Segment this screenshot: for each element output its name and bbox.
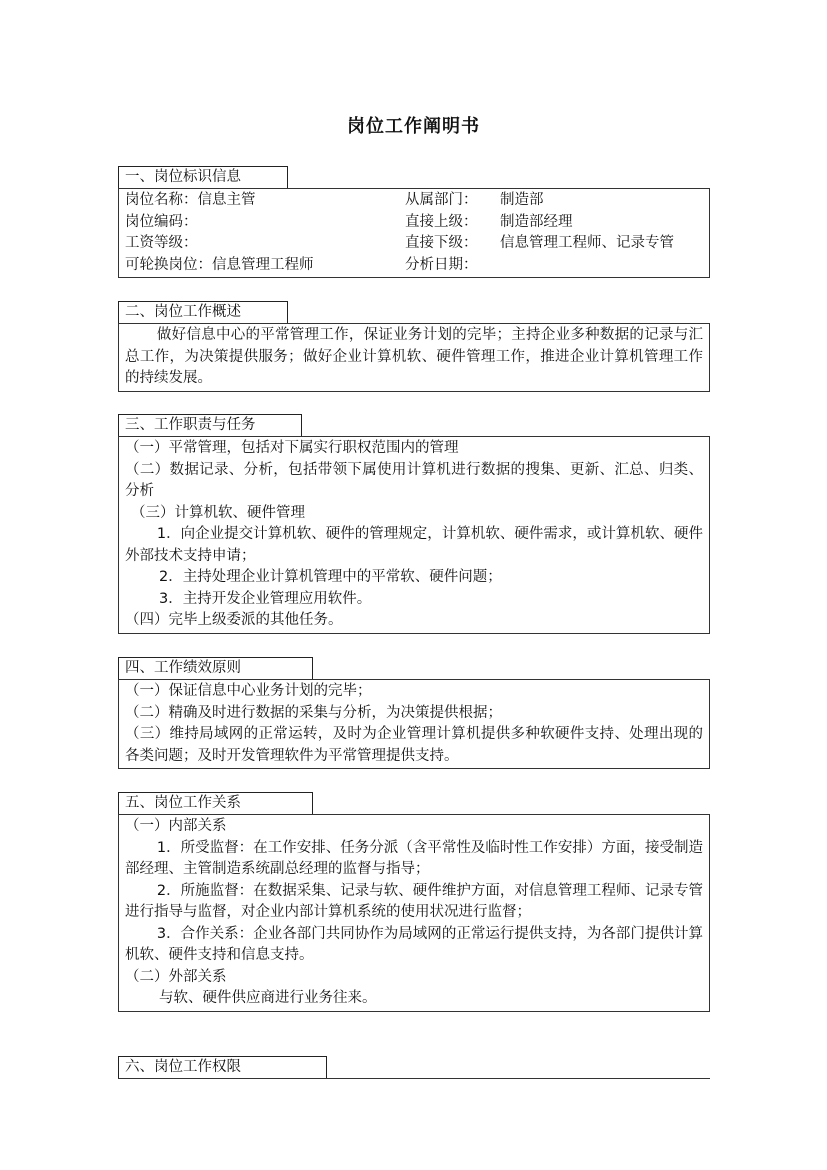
duty-item: （四）完毕上级委派的其他任务。 bbox=[125, 612, 343, 628]
info-row bbox=[119, 233, 709, 255]
section-6-label: 六、岗位工作权限 bbox=[118, 1056, 327, 1078]
duty-item: （一）平常管理，包括对下属实行职权范围内的管理 bbox=[125, 440, 459, 456]
section-2-box bbox=[118, 323, 710, 392]
duty-subitem: 2．主持处理企业计算机管理中的平常软、硬件问题； bbox=[159, 569, 502, 585]
duty-subitem: 1．向企业提交计算机软、硬件的管理规定，计算机软、硬件需求，或计算机软、硬件外部技术支持申请； bbox=[125, 526, 703, 564]
relation-item: （二）外部关系 bbox=[125, 968, 227, 985]
info-row bbox=[119, 190, 709, 212]
info-key: 分析日期： bbox=[405, 256, 478, 273]
duty-item: （二）数据记录、分析，包括带领下属使用计算机进行数据的搜集、更新、汇总、归类、分析 bbox=[125, 461, 703, 499]
info-key: 直接上级： bbox=[405, 213, 478, 230]
performance-item: （一）保证信息中心业务计划的完毕； bbox=[125, 683, 372, 699]
relation-subitem: 与软、硬件供应商进行业务往来。 bbox=[159, 990, 377, 1006]
info-left: 工资等级： bbox=[125, 235, 198, 251]
info-value: 制造部 bbox=[500, 192, 544, 208]
performance-item: （三）维持局域网的正常运转，及时为企业管理计算机提供多种软硬件支持、处理出现的各类问题；及时开发管理软件为平常管理提供支持。 bbox=[125, 726, 703, 764]
info-left: 岗位名称：信息主管 bbox=[125, 192, 256, 208]
overview-text: 做好信息中心的平常管理工作，保证业务计划的完毕；主持企业多种数据的记录与汇总工作，为决策提供服务；做好企业计算机软、硬件管理工作，推进企业计算机管理工作的持续发展。 bbox=[125, 327, 703, 386]
relation-subitem: 2．所施监督：在数据采集、记录与软、硬件维护方面，对信息管理工程师、记录专管进行指导与监督，对企业内部计算机系统的使用状况进行监督； bbox=[125, 882, 703, 920]
duty-item: （三）计算机软、硬件管理 bbox=[131, 504, 305, 521]
relation-item: （一）内部关系 bbox=[125, 818, 227, 834]
info-value: 信息管理工程师、记录专管 bbox=[500, 235, 674, 251]
info-row bbox=[119, 255, 709, 277]
info-left: 岗位编码： bbox=[125, 213, 198, 230]
performance-item: （二）精确及时进行数据的采集与分析，为决策提供根据； bbox=[125, 704, 502, 721]
relation-subitem: 1．所受监督：在工作安排、任务分派（含平常性及临时性工作安排）方面，接受制造部经理、主管制造系统副总经理的监督与指导； bbox=[125, 839, 703, 877]
section-4-label: 四、工作绩效原则 bbox=[118, 657, 313, 679]
section-1-label: 一、岗位标识信息 bbox=[118, 166, 288, 188]
info-row bbox=[119, 212, 709, 234]
relation-subitem: 3．合作关系：企业各部门共同协作为局域网的正常运行提供支持，为各部门提供计算机软、硬件支持和信息支持。 bbox=[125, 925, 703, 963]
section-1-box bbox=[118, 188, 710, 278]
section-5-label: 五、岗位工作关系 bbox=[118, 792, 313, 814]
section-4-box bbox=[118, 679, 710, 769]
section-3-label: 三、工作职责与任务 bbox=[118, 414, 302, 436]
page-title: 岗位工作阐明书 bbox=[347, 116, 480, 137]
section-5-box bbox=[118, 814, 710, 1012]
section-2-label: 二、岗位工作概述 bbox=[118, 301, 288, 323]
section-3-box bbox=[118, 436, 710, 634]
info-left: 可轮换岗位：信息管理工程师 bbox=[125, 256, 314, 273]
duty-subitem: 3．主持开发企业管理应用软件。 bbox=[159, 590, 372, 607]
section-6-rule bbox=[118, 1078, 710, 1079]
info-value: 制造部经理 bbox=[500, 213, 573, 230]
info-key: 直接下级： bbox=[405, 235, 478, 251]
info-key: 从属部门： bbox=[405, 192, 478, 208]
